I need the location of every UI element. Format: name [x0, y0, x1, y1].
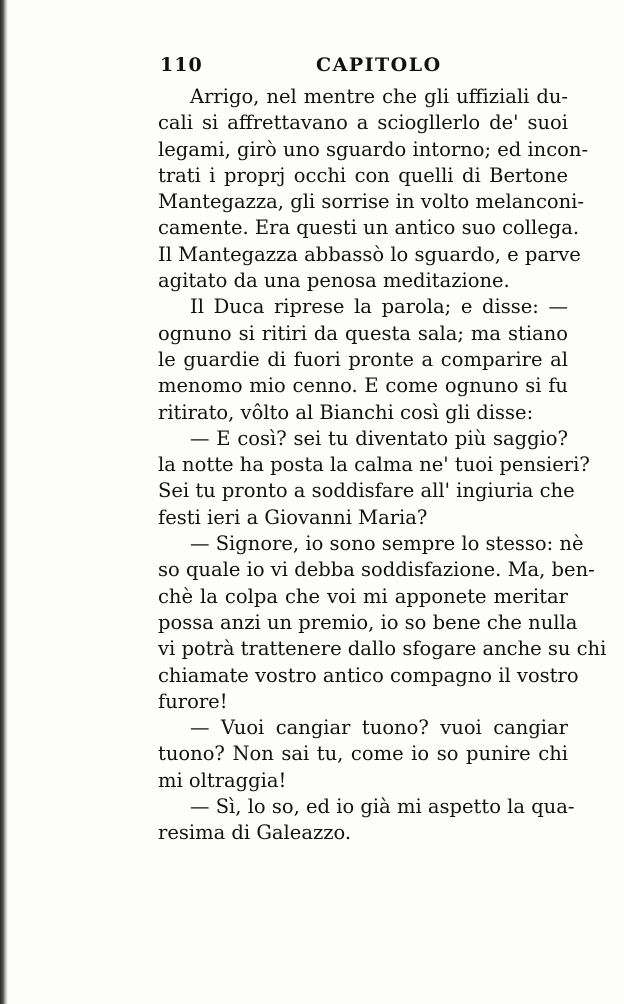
text-line: festi ieri a Giovanni Maria?	[158, 505, 428, 529]
paragraph	[158, 794, 575, 847]
paragraph	[158, 531, 607, 715]
text-line: resima di Galeazzo.	[158, 821, 352, 845]
text-line: camente. Era questi un antico suo collega.	[158, 216, 580, 240]
text-line: vi potrà trattenere dallo sfogare anche su chi	[158, 637, 607, 661]
text-line: mi oltraggia!	[158, 768, 287, 792]
text-line: — Signore, io sono sempre lo stesso: nè	[190, 532, 584, 556]
text-line: — Vuoi cangiar tuono? vuoi cangiar	[190, 716, 568, 740]
paragraph	[158, 715, 568, 794]
text-line: Sei tu pronto a soddisfare all' ingiuria che	[158, 479, 575, 503]
text-line: — Sì, lo so, ed io già mi aspetto la qua-	[190, 795, 575, 819]
text-line: Arrigo, nel mentre che gli uffiziali du-	[190, 85, 568, 108]
paragraph	[158, 426, 590, 531]
text-line: ritirato, vôlto al Bianchi così gli disse:	[158, 400, 534, 424]
paragraph	[158, 84, 589, 294]
text-line: possa anzi un premio, io so bene che nulla	[158, 610, 578, 634]
chapter-heading: CAPITOLO	[316, 54, 442, 76]
text-line: so quale io vi debba soddisfazione. Ma, ben-	[158, 558, 595, 582]
page-spine-edge	[0, 0, 8, 1004]
text-line: Mantegazza, gli sorrise in volto melanconi-	[158, 190, 584, 214]
text-line: agitato da una penosa meditazione.	[158, 269, 510, 293]
text-line: le guardie di fuori pronte a comparire al	[158, 347, 568, 371]
paragraph	[158, 294, 568, 425]
text-line: — E così? sei tu diventato più saggio?	[190, 426, 568, 450]
text-line: chè la colpa che voi mi apponete meritar	[158, 584, 568, 608]
page-number: 110	[160, 54, 203, 76]
text-line: legami, girò uno sguardo intorno; ed incon-	[158, 137, 589, 161]
running-head	[160, 54, 560, 80]
text-line: ognuno si ritiri da questa sala; ma stiano	[158, 321, 568, 345]
text-line: la notte ha posta la calma ne' tuoi pensieri?	[158, 453, 590, 477]
text-line: tuono? Non sai tu, come io so punire chi	[158, 742, 568, 766]
text-line: menomo mio cenno. E come ognuno si fu	[158, 374, 568, 398]
text-line: chiamate vostro antico compagno il vostro	[158, 663, 579, 687]
text-line: cali si affrettavano a sciogllerlo de' suoi	[158, 111, 568, 135]
body-text	[158, 84, 607, 847]
text-line: trati i proprj occhi con quelli di Bertone	[158, 163, 568, 187]
text-line: furore!	[158, 689, 228, 713]
text-line: Il Duca riprese la parola; e disse: —	[190, 295, 568, 319]
text-line: Il Mantegazza abbassò lo sguardo, e parve	[158, 242, 581, 266]
